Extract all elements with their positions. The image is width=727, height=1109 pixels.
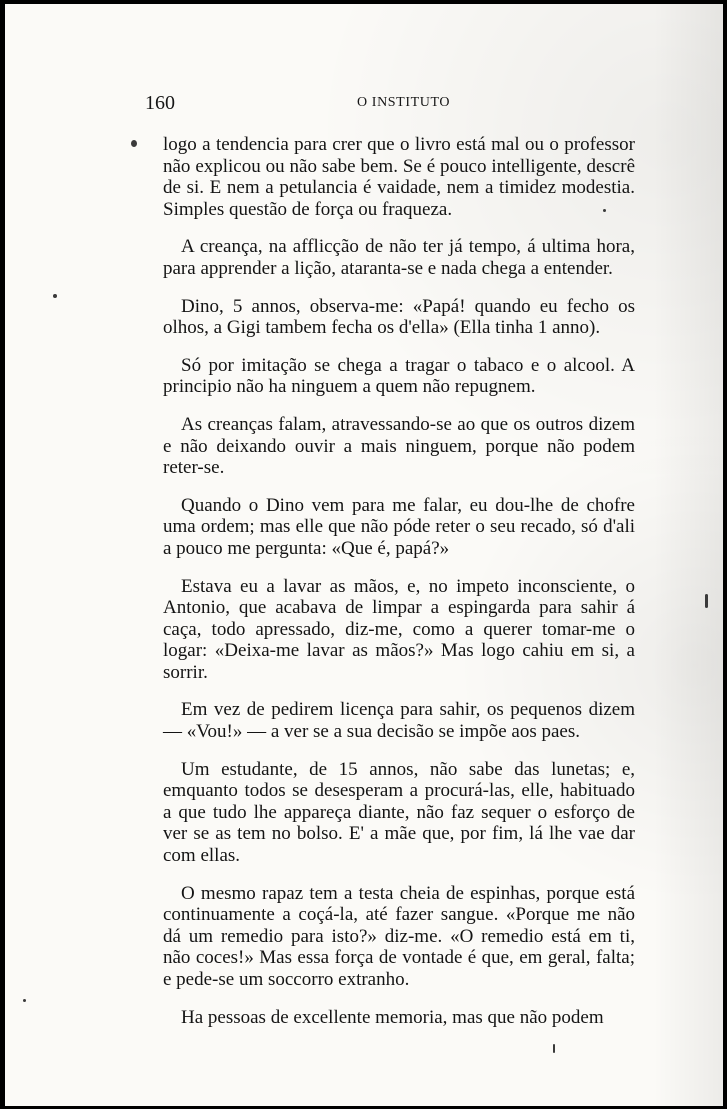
page-edge-shadow xyxy=(653,4,723,1106)
running-head: O INSTITUTO xyxy=(357,95,451,110)
scan-speck xyxy=(23,999,26,1002)
paragraph: logo a tendencia para crer que o livro está mal ou o professor não explicou ou não sabe bem. Se é pouco intelligente, descrê de si. E nem a petulancia é vaidade, nem a timidez modestia. Simples questão de força ou fraqueza. xyxy=(163,134,635,220)
paragraph: Só por imitação se chega a tragar o tabaco e o alcool. A principio não ha ninguem a quem não repugnem. xyxy=(163,354,635,398)
paragraph: Estava eu a lavar as mãos, e, no impeto inconsciente, o Antonio, que acabava de limpar a espingarda para sahir á caça, todo apressado, diz-me, como a querer tomar-me o logar: «Deixa-me lavar as mãos?» Mas logo cahiu em si, a sorrir. xyxy=(163,575,635,683)
paragraph: Dino, 5 annos, observa-me: «Papá! quando eu fecho os olhos, a Gigi tambem fecha os d'ella» (Ella tinha 1 anno). xyxy=(163,295,635,339)
paragraph: Em vez de pedirem licença para sahir, os pequenos dizem — «Vou!» — a ver se a sua decisão se impõe aos paes. xyxy=(163,699,635,743)
paragraph: Ha pessoas de excellente memoria, mas que não podem xyxy=(181,1006,604,1028)
book-page xyxy=(5,4,723,1106)
scan-speck xyxy=(553,1044,555,1053)
paragraph: Um estudante, de 15 annos, não sabe das lunetas; e, emquanto todos se desesperam a procurá-las, elle, habituado a que tudo lhe appareça diante, não faz sequer o esforço de ver se as tem no bolso. E' a mãe que, por fim, lá lhe vae dar com ellas. xyxy=(163,758,635,867)
scan-speck xyxy=(131,140,137,147)
page-header xyxy=(145,92,635,116)
page-number: 160 xyxy=(145,92,175,114)
scan-speck xyxy=(603,209,606,212)
paragraph: O mesmo rapaz tem a testa cheia de espinhas, porque está continuamente a coçá-la, até fazer sangue. «Porque me não dá um remedio para isto?» diz-me. «O remedio está em ti, não coces!» Mas essa força de vontade é que, em geral, falta; e pede-se um soccorro extranho. xyxy=(163,882,635,990)
scan-speck xyxy=(705,594,708,608)
paragraph: Quando o Dino vem para me falar, eu dou-lhe de chofre uma ordem; mas elle que não póde reter o seu recado, só d'ali a pouco me pergunta: «Que é, papá?» xyxy=(163,494,635,559)
body-text xyxy=(163,134,635,1028)
scan-speck xyxy=(53,294,57,298)
paragraph: As creanças falam, atravessando-se ao que os outros dizem e não deixando ouvir a mais ninguem, porque não podem reter-se. xyxy=(163,413,635,479)
paragraph: A creança, na afflicção de não ter já tempo, á ultima hora, para apprender a lição, ataranta-se e nada chega a entender. xyxy=(163,236,635,279)
